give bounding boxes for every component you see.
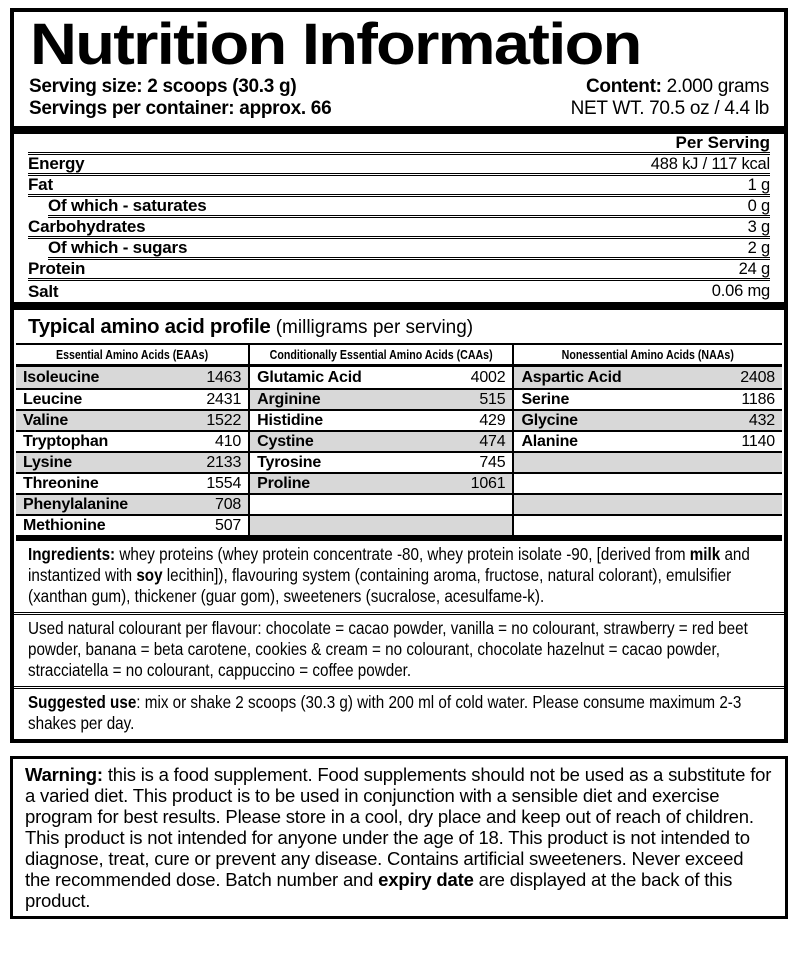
- amino-row: [16, 472, 248, 493]
- amino-row: [514, 514, 782, 535]
- amino-row: [250, 493, 512, 514]
- nutrient-value: 0 g: [747, 196, 770, 215]
- amino-row: [250, 514, 512, 535]
- ingredients-text: [28, 544, 770, 607]
- servings-per-container-line: Servings per container: approx. 66: [29, 98, 332, 119]
- bold-text-segment: soy: [136, 565, 163, 585]
- amino-column: [248, 345, 512, 535]
- amino-name: Phenylalanine: [23, 495, 128, 513]
- content-info: [571, 76, 769, 120]
- amino-row: [250, 367, 512, 388]
- amino-column-header-text: Essential Amino Acids (EAAs): [56, 347, 209, 362]
- nutrient-value: 3 g: [747, 217, 770, 236]
- warning-box: [10, 756, 788, 919]
- amino-value: 745: [479, 453, 506, 471]
- nutrient-value: 24 g: [738, 259, 770, 278]
- amino-value: 1140: [741, 432, 775, 450]
- nutrient-row: [48, 239, 770, 260]
- nutrient-value: 1 g: [747, 175, 770, 194]
- amino-name: Isoleucine: [23, 368, 100, 386]
- amino-value: 2408: [740, 368, 775, 386]
- amino-row: [250, 430, 512, 451]
- amino-acid-heading: [14, 310, 784, 343]
- amino-column-header: [16, 345, 248, 367]
- amino-value: 708: [215, 495, 242, 513]
- amino-row: [16, 430, 248, 451]
- amino-row: [514, 430, 782, 451]
- serving-info: [29, 76, 331, 120]
- amino-row: [250, 472, 512, 493]
- content-value: 2.000 grams: [666, 76, 769, 97]
- amino-row: [250, 409, 512, 430]
- nutrition-label: [10, 8, 788, 743]
- nutrient-value: 488 kJ / 117 kcal: [650, 154, 770, 173]
- amino-column: [512, 345, 782, 535]
- amino-row: [514, 451, 782, 472]
- net-weight-line: NET WT. 70.5 oz / 4.4 lb: [570, 98, 769, 119]
- nutrient-label: Of which - saturates: [48, 196, 207, 215]
- nutrient-row: [28, 218, 770, 239]
- amino-value: 474: [479, 432, 506, 450]
- amino-name: Valine: [23, 411, 69, 429]
- amino-column-header: [514, 345, 782, 367]
- per-serving-column-header: Per Serving: [28, 134, 770, 155]
- amino-name: Cystine: [257, 432, 314, 450]
- nutrient-row: [28, 260, 770, 281]
- bold-text-segment: Suggested use: [28, 692, 137, 712]
- amino-row: [250, 388, 512, 409]
- content-line: [571, 76, 769, 98]
- amino-value: 2431: [206, 390, 242, 408]
- section-divider-bar: [14, 126, 784, 134]
- amino-value: 4002: [470, 368, 506, 386]
- amino-value: 1186: [741, 390, 775, 408]
- amino-row: [16, 451, 248, 472]
- text-segment: are displayed at the back of this product.: [25, 869, 733, 911]
- suggested-use-paragraph: [14, 686, 784, 739]
- ingredients-paragraph: [14, 541, 784, 612]
- amino-name: Histidine: [257, 411, 323, 429]
- serving-info-header: [14, 74, 784, 126]
- amino-row: [514, 493, 782, 514]
- nutrient-label: Protein: [28, 259, 86, 278]
- amino-name: Glycine: [521, 411, 578, 429]
- nutrient-label: Energy: [28, 154, 85, 173]
- colourant-text: [28, 618, 770, 681]
- amino-value: 410: [215, 432, 242, 450]
- amino-name: Arginine: [257, 390, 321, 408]
- amino-row: [514, 409, 782, 430]
- amino-row: [16, 409, 248, 430]
- bold-text-segment: expiry date: [378, 869, 474, 890]
- suggested-use-text: [28, 692, 770, 734]
- warning-text: [25, 764, 773, 911]
- amino-column: [16, 345, 248, 535]
- nutrient-row: [28, 155, 770, 176]
- amino-name: Glutamic Acid: [257, 368, 362, 386]
- amino-name: Aspartic Acid: [521, 368, 622, 386]
- per-serving-rows: [28, 155, 770, 302]
- amino-name: Methionine: [23, 516, 106, 534]
- amino-name: Leucine: [23, 390, 83, 408]
- amino-value: 1554: [206, 474, 242, 492]
- serving-size-line: Serving size: 2 scoops (30.3 g): [29, 76, 297, 97]
- content-label: Content:: [585, 76, 662, 97]
- section-divider-bar: [14, 302, 784, 310]
- amino-heading-title: Typical amino acid profile: [28, 315, 271, 338]
- amino-acid-table: [16, 343, 782, 541]
- amino-row: [514, 472, 782, 493]
- amino-column-header: [250, 345, 512, 367]
- amino-value: 429: [479, 411, 506, 429]
- per-serving-table: [14, 134, 784, 302]
- amino-row: [514, 388, 782, 409]
- nutrient-label: Salt: [28, 281, 59, 301]
- text-segment: whey proteins (whey protein concentrate -80, whey protein isolate -90, [derived from: [115, 544, 690, 564]
- text-segment: : mix or shake 2 scoops (30.3 g) with 200 ml of cold water. Please consume maximum 2-3 shakes per day.: [28, 692, 742, 733]
- amino-value: 1061: [470, 474, 506, 492]
- text-segment: lecithin]), flavouring system (containing aroma, fructose, natural colorant), emulsifier (xanthan gum), thickener (guar gom), sweeteners (sucralose, acesulfame-k).: [28, 565, 732, 606]
- nutrient-value: 0.06 mg: [711, 282, 770, 300]
- nutrient-row: [28, 176, 770, 197]
- nutrient-label: Fat: [28, 175, 53, 194]
- amino-row: [250, 451, 512, 472]
- text-segment: Used natural colourant per flavour: chocolate = cacao powder, vanilla = no colourant, strawberry = red beet powder, banana = beta carotene, cookies & cream = no colourant, chocolate hazelnut = cacao powder, stracciatella = no colourant, cappuccino = coffee powder.: [28, 618, 748, 680]
- nutrient-label: Carbohydrates: [28, 217, 146, 236]
- nutrient-row: [48, 197, 770, 218]
- nutrient-row: [28, 281, 770, 302]
- nutrient-label: Of which - sugars: [48, 238, 188, 257]
- amino-value: 1522: [206, 411, 242, 429]
- text-segment: and instantized with: [28, 544, 750, 585]
- amino-name: Tryptophan: [23, 432, 109, 450]
- amino-value: 2133: [206, 453, 242, 471]
- amino-column-header-text: Conditionally Essential Amino Acids (CAAs): [269, 347, 493, 362]
- amino-name: Tyrosine: [257, 453, 322, 471]
- bold-text-segment: milk: [689, 544, 721, 564]
- amino-value: 515: [479, 390, 506, 408]
- amino-value: 507: [215, 516, 242, 534]
- amino-row: [16, 388, 248, 409]
- nutrient-value: 2 g: [747, 238, 770, 257]
- amino-row: [16, 367, 248, 388]
- amino-value: 1463: [206, 368, 242, 386]
- bold-text-segment: Warning:: [25, 764, 103, 785]
- colourant-paragraph: [14, 612, 784, 686]
- amino-name: Threonine: [23, 474, 99, 492]
- bold-text-segment: Ingredients:: [28, 544, 116, 564]
- amino-name: Serine: [521, 390, 570, 408]
- amino-value: 432: [748, 411, 775, 429]
- amino-row: [16, 493, 248, 514]
- text-segment: this is a food supplement. Food supplements should not be used as a substitute for a varied diet. This product is to be used in conjunction with a sensible diet and exercise program for best results. Please store in a cool, dry place and keep out of reach of children. This product is not intended for anyone under the age of 18. This product is not intended to diagnose, treat, cure or prevent any disease. Contains artificial sweeteners. Never exceed the recommended dose. Batch number and: [25, 764, 772, 890]
- amino-name: Proline: [257, 474, 310, 492]
- amino-name: Alanine: [521, 432, 578, 450]
- amino-name: Lysine: [23, 453, 72, 471]
- amino-heading-unit-note: (milligrams per serving): [270, 317, 474, 338]
- label-title: Nutrition Information: [30, 12, 641, 77]
- amino-row: [514, 367, 782, 388]
- amino-column-header-text: Nonessential Amino Acids (NAAs): [562, 347, 735, 362]
- amino-row: [16, 514, 248, 535]
